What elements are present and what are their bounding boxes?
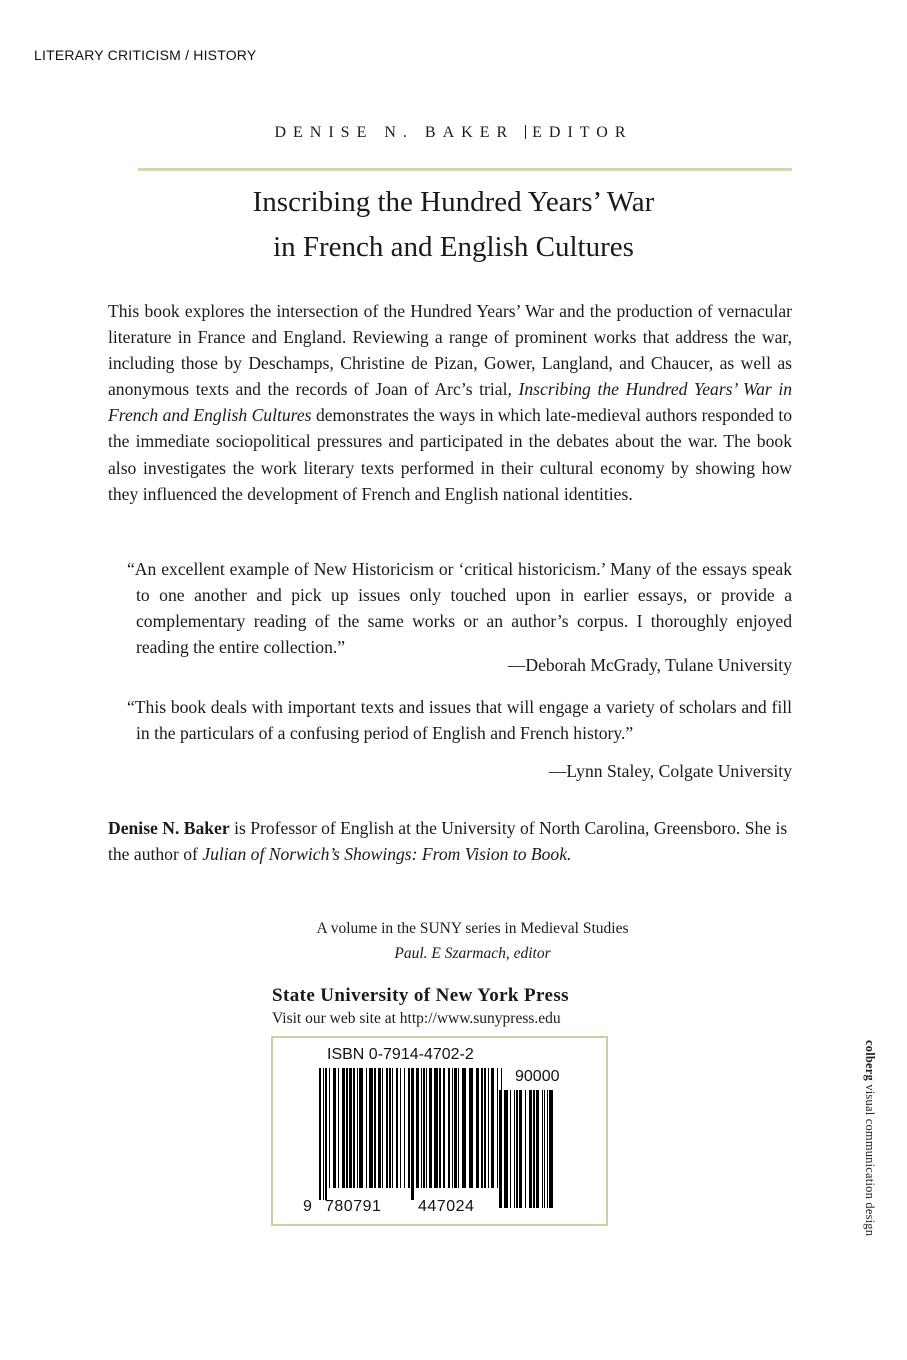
barcode-bar [426,1068,427,1188]
endorsement-2 [108,694,792,784]
barcode-first-digit: 9 [303,1198,312,1215]
barcode-bar [389,1068,391,1188]
barcode-bar [443,1068,445,1188]
barcode-bar [353,1068,355,1188]
barcode-bar [346,1068,348,1188]
editor-role: EDITOR [532,124,633,141]
barcode-bar [533,1090,535,1208]
author-name: Denise N. Baker [108,818,230,838]
editor-line [0,124,907,142]
barcode-bar [536,1090,539,1208]
barcode-bar [462,1068,466,1188]
barcode-bar [547,1090,548,1208]
description-italic-title: Inscribing the Hundred Years’ War in French and English Cultures [108,379,793,426]
category-label: LITERARY CRITICISM / HISTORY [34,47,257,63]
barcode-bar [357,1068,358,1188]
title-rule [138,168,792,171]
barcode-bar [333,1068,336,1188]
publisher-name: State University of New York Press [272,985,569,1006]
barcode-bar [374,1068,376,1188]
barcode-right-digits: 447024 [418,1198,475,1215]
barcode-graphic [273,1038,606,1224]
barcode-bar [454,1068,457,1188]
barcode-bar [359,1068,363,1188]
barcode-bar [411,1068,414,1200]
barcode-bar [488,1068,489,1188]
barcode-bar [448,1068,450,1188]
barcode-bar [439,1068,441,1188]
description-part1: This book explores the intersection of the Hundred Years’ War and the production of vernacular literature in France and England. Reviewing a range of prominent works that address the war, including those by Deschamps, Christine de Pizan, Gower, Langland, and Chaucer, as well as anonymous texts and the records of Joan of Arc’s trial, [108,301,792,400]
book-title-line1: Inscribing the Hundred Years’ War [252,186,655,218]
barcode-bar [476,1068,479,1188]
editor-separator [525,125,526,139]
editor-name: DENISE N. BAKER [274,124,515,141]
author-bio [108,815,798,867]
isbn-text: ISBN 0-7914-4702-2 [327,1046,474,1063]
barcode-bar [452,1068,453,1188]
endorsement-2-text: “This book deals with important texts and issues that will engage a variety of scholars and fill in the particulars of a confusing period of English and French history.” [127,697,792,744]
barcode-addon-number: 90000 [515,1068,560,1085]
barcode-bar [416,1068,419,1188]
design-credit-bold: colberg [863,1040,877,1081]
barcode-bar [408,1068,410,1188]
barcode-bar [491,1068,494,1188]
barcode-bar [458,1068,459,1188]
barcode-bar [421,1068,422,1188]
barcode-bar [386,1068,388,1188]
barcode-bar [519,1090,522,1208]
barcode-bar [525,1090,526,1208]
barcode-bar [544,1090,545,1208]
barcode-bar [529,1090,532,1208]
publisher-website: Visit our web site at http://www.sunypress.edu [272,1010,561,1027]
bio-text-1: is Professor of English at the University of North Carolina, Greensboro. She is the author of [108,818,788,865]
barcode-bar [497,1068,498,1188]
barcode-bar [378,1068,381,1188]
barcode-bar [329,1068,330,1188]
barcode-bar [323,1068,324,1200]
barcode-bar [396,1068,398,1188]
description-part2: demonstrates the ways in which late-medieval authors responded to the immediate sociopolitical pressures and participated in the debates about the war. The book also investigates the work literary texts performed in their cultural economy by showing how they influenced the development of French and English national identities. [108,405,793,504]
series-info [0,916,907,966]
design-credit [862,1040,877,1236]
barcode-bar [366,1068,367,1188]
barcode-bar [392,1068,393,1188]
barcode-bar [429,1068,432,1188]
barcode-left-digits: 780791 [325,1198,382,1215]
barcode-bar [499,1090,502,1208]
endorsement-1 [108,556,792,678]
barcode-bar [481,1068,483,1188]
series-line: A volume in the SUNY series in Medieval Studies [316,920,629,937]
design-credit-rest: visual communication design [863,1080,877,1237]
barcode-bar [342,1068,345,1188]
endorsement-1-text: “An excellent example of New Historicism or ‘critical historicism.’ Many of the essays speak to one another and pick up issues only touched upon in earlier essays, or provide a complementary reading of the same works or an author’s corpus. I thoroughly enjoyed reading the entire collection.” [127,559,792,658]
barcode-bar [516,1090,518,1208]
endorsement-2-attribution: —Lynn Staley, Colgate University [548,761,792,782]
barcode-bar [549,1090,553,1208]
description [108,298,792,507]
book-title [0,180,907,270]
bio-book-title: Julian of Norwich’s Showings: From Vision to Book. [202,844,572,865]
barcode-bar [542,1090,543,1208]
barcode-bar [319,1068,321,1200]
barcode-bar [504,1090,508,1208]
book-title-line2: in French and English Cultures [273,231,634,263]
barcode-bar [338,1068,339,1188]
barcode-bar [423,1068,425,1188]
barcode-bar [382,1068,383,1188]
barcode-bar [400,1068,401,1188]
barcode-bar [484,1068,486,1188]
endorsement-1-attribution: —Deborah McGrady, Tulane University [507,655,792,676]
barcode-bar [325,1068,327,1200]
barcode-bar [514,1090,515,1208]
barcode-box [271,1036,608,1226]
barcode-bar [349,1068,352,1188]
barcode-bar [404,1068,405,1188]
barcode-bar [369,1068,373,1188]
series-editor: Paul. E Szarmach, editor [394,945,551,962]
barcode-bar [510,1090,511,1208]
barcode-bar [434,1068,438,1188]
barcode-bar [469,1068,473,1188]
